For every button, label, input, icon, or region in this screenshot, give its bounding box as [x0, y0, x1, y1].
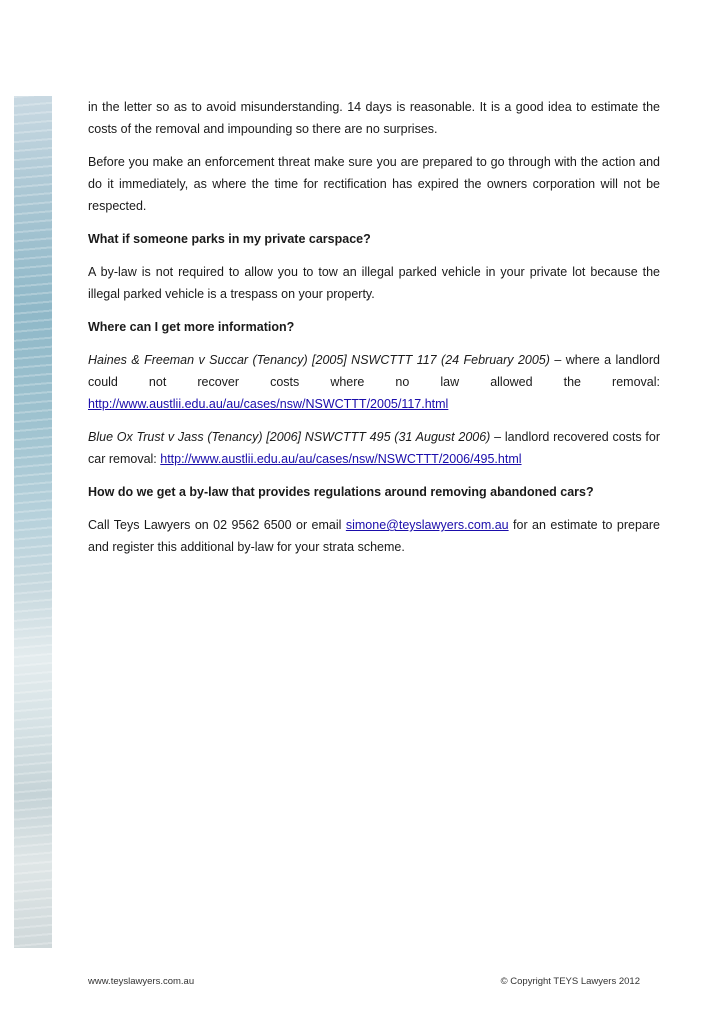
footer-copyright: © Copyright TEYS Lawyers 2012 [500, 976, 640, 987]
decorative-side-image [14, 96, 52, 948]
heading-by-law: How do we get a by-law that provides regulations around removing abandoned cars? [88, 485, 594, 499]
paragraph-enforcement: Before you make an enforcement threat make sure you are prepared to go through with the action and do it immediately, as where the time for rectification has expired the owners corporation will not be respected. [88, 155, 660, 213]
email-link[interactable]: simone@teyslawyers.com.au [345, 518, 509, 532]
case-link-blue-ox[interactable]: http://www.austlii.edu.au/au/cases/nsw/NSWCTTT/2006/495.html [160, 452, 522, 466]
case-link-haines[interactable]: http://www.austlii.edu.au/au/cases/nsw/NSWCTTT/2005/117.html [88, 397, 449, 411]
case-citation: Blue Ox Trust v Jass (Tenancy) [2006] NSWCTTT 495 (31 August 2006) [88, 430, 491, 444]
contact-text-after: for an estimate to prepare and register this additional by-law for your strata scheme. [88, 518, 661, 554]
case-citation: Haines & Freeman v Succar (Tenancy) [2005] NSWCTTT 117 (24 February 2005) [88, 353, 550, 367]
paragraph-case-blue-ox [88, 426, 660, 470]
document-body [88, 96, 660, 569]
page-footer [88, 976, 660, 987]
paragraph-letter: in the letter so as to avoid misunderstanding. 14 days is reasonable. It is a good idea to estimate the costs of the removal and impounding so there are no surprises. [88, 100, 660, 136]
contact-text-before: Call Teys Lawyers on 02 9562 6500 or email [88, 518, 346, 532]
paragraph-case-haines [88, 349, 660, 415]
paragraph-contact [88, 514, 660, 558]
heading-private-carspace: What if someone parks in my private carspace? [88, 232, 371, 246]
heading-more-information: Where can I get more information? [88, 320, 295, 334]
case-description: – where a landlord could not recover costs where no law allowed the removal: [88, 353, 660, 389]
footer-website: www.teyslawyers.com.au [88, 976, 195, 987]
case-description: – landlord recovered costs for car removal: [88, 430, 660, 466]
paragraph-trespass: A by-law is not required to allow you to tow an illegal parked vehicle in your private lot because the illegal parked vehicle is a trespass on your property. [88, 265, 660, 301]
